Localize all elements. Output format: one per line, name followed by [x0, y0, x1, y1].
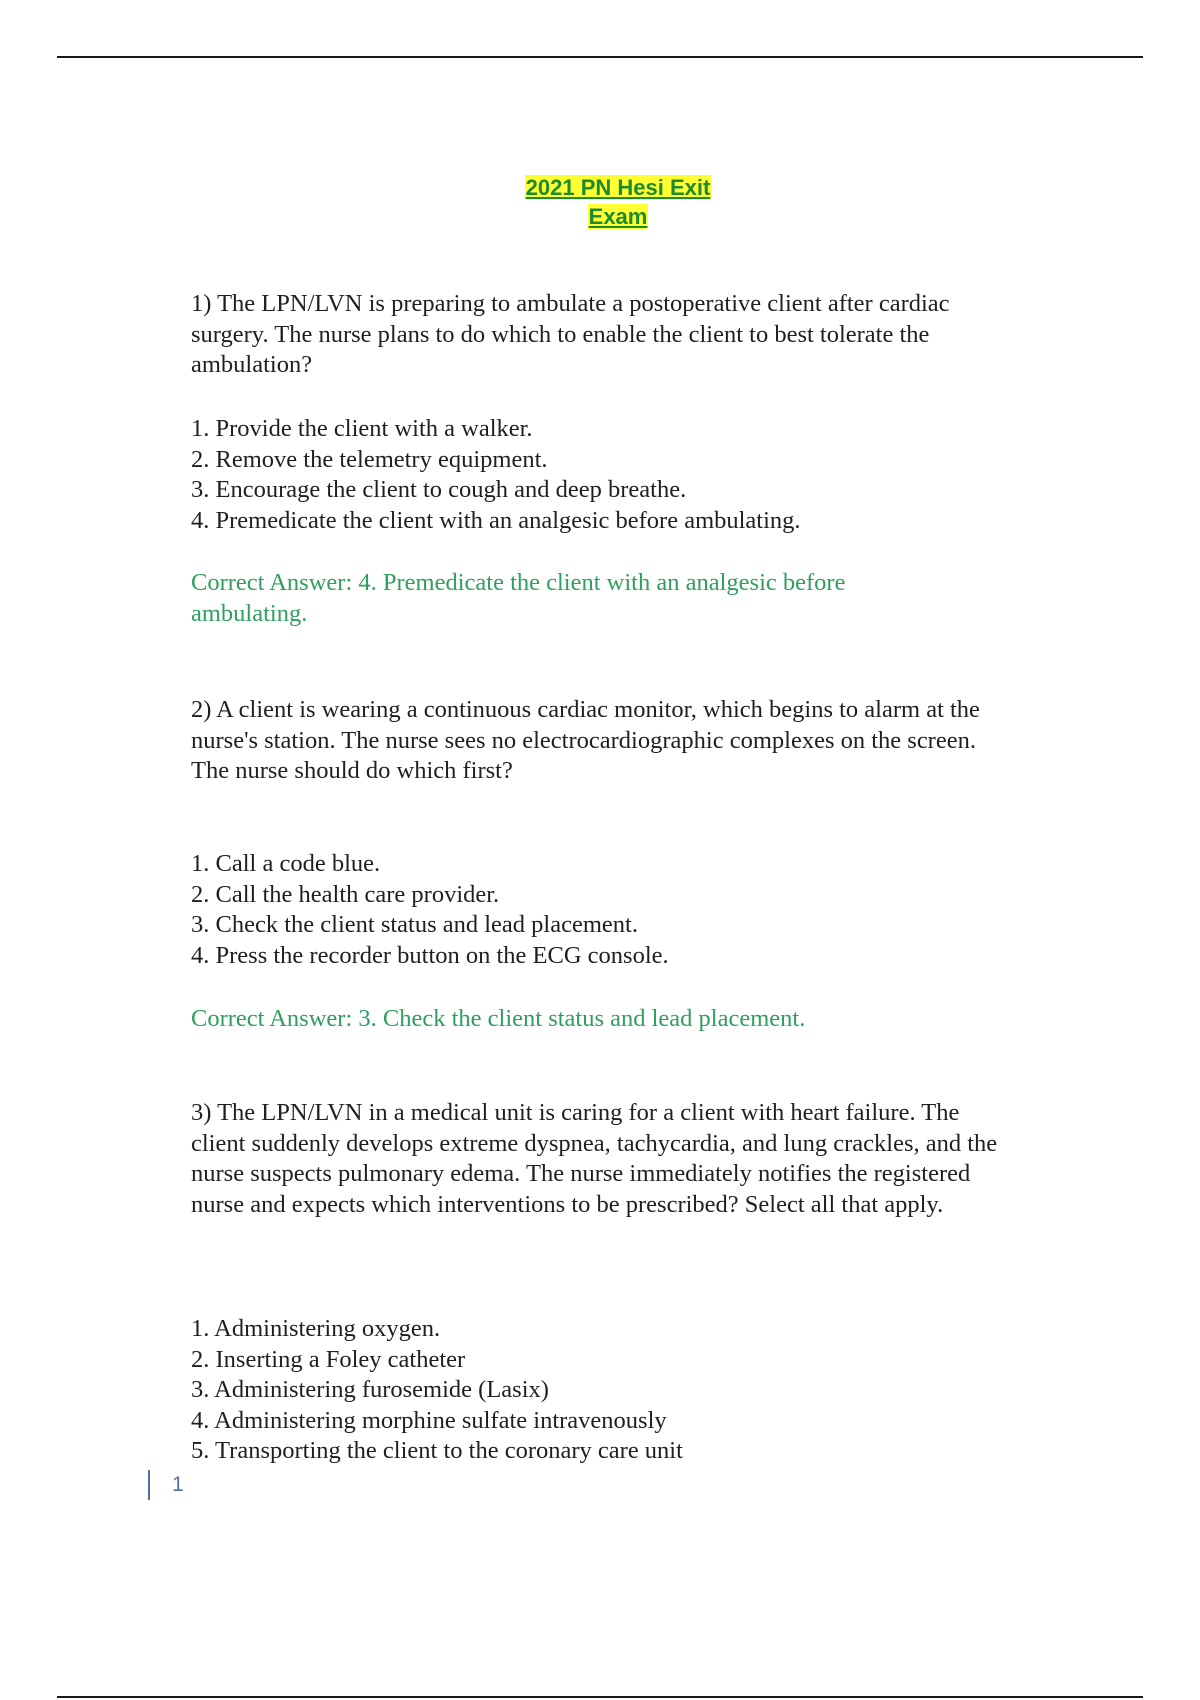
question-2-option-2: 2. Call the health care provider.	[191, 880, 500, 908]
question-2-stem	[191, 695, 1011, 787]
question-3-option-5: 5. Transporting the client to the coronary care unit	[191, 1437, 683, 1464]
page-number: 1	[148, 1470, 184, 1500]
question-3-option-4: 4. Administering morphine sulfate intravenously	[191, 1406, 667, 1434]
question-1-option-1: 1. Provide the client with a walker.	[191, 415, 533, 442]
question-3-option-1: 1. Administering oxygen.	[191, 1315, 441, 1342]
question-2-option-3: 3. Check the client status and lead placement.	[191, 911, 638, 938]
title-line-2: Exam	[588, 204, 648, 229]
question-1-options	[191, 414, 1011, 536]
question-1-text: 1) The LPN/LVN is preparing to ambulate a postoperative client after cardiac surgery. The nurse plans to do which to enable the client to best tolerate the ambulation?	[191, 290, 950, 378]
question-1-option-3: 3. Encourage the client to cough and deep breathe.	[191, 476, 687, 503]
question-1-option-2: 2. Remove the telemetry equipment.	[191, 445, 548, 473]
question-3-option-2: 2. Inserting a Foley catheter	[191, 1345, 466, 1373]
question-2-option-1: 1. Call a code blue.	[191, 850, 381, 877]
top-rule	[57, 56, 1143, 58]
question-1-stem	[191, 289, 1011, 381]
question-3-text: 3) The LPN/LVN in a medical unit is caring for a client with heart failure. The client suddenly develops extreme dyspnea, tachycardia, and lung crackles, and the nurse suspects pulmonary edema. The nurse immediately notifies the registered nurse and expects which interventions to be prescribed? Select all that apply.	[191, 1099, 998, 1218]
question-2-text: 2) A client is wearing a continuous cardiac monitor, which begins to alarm at the nurse's station. The nurse sees no electrocardiographic complexes on the screen. The nurse should do which first?	[191, 696, 980, 784]
question-1-option-4: 4. Premedicate the client with an analgesic before ambulating.	[191, 506, 801, 534]
question-3-stem	[191, 1098, 1011, 1220]
question-2-options	[191, 849, 1011, 971]
question-3-option-3: 3. Administering furosemide (Lasix)	[191, 1376, 549, 1403]
question-1-answer-text: Correct Answer: 4. Premedicate the client with an analgesic before ambulating.	[191, 569, 846, 627]
question-1-answer	[191, 568, 951, 629]
question-3-options	[191, 1314, 1011, 1467]
document-title	[0, 173, 1200, 231]
question-2-option-4: 4. Press the recorder button on the ECG console.	[191, 941, 669, 969]
question-2-answer-text: Correct Answer: 3. Check the client status and lead placement.	[191, 1005, 806, 1032]
question-2-answer	[191, 1004, 1011, 1035]
title-line-1: 2021 PN Hesi Exit	[525, 175, 711, 200]
bottom-rule	[57, 1696, 1143, 1698]
